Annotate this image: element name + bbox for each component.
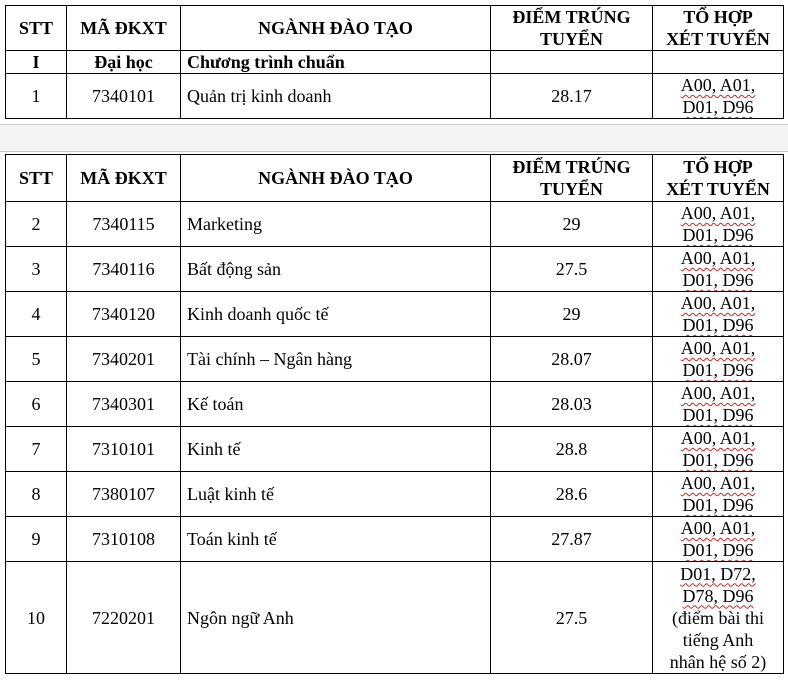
row-score: 28.03 (491, 382, 653, 427)
row-combo-line1: A00, A01, (680, 428, 756, 448)
row-stt: 5 (6, 337, 67, 382)
header-combo-line2: XÉT TUYỂN (666, 179, 770, 199)
row-code: 7380107 (67, 472, 181, 517)
row-major: Kinh doanh quốc tế (181, 292, 491, 337)
header-combo-line1: TỔ HỢP (683, 7, 753, 27)
header-score (491, 155, 653, 202)
header-combo-line2: XÉT TUYỂN (666, 29, 770, 49)
row-combo-line2: D01, D96 (682, 270, 754, 290)
row-code: 7310108 (67, 517, 181, 562)
row-major: Marketing (181, 202, 491, 247)
row-major: Tài chính – Ngân hàng (181, 337, 491, 382)
row-stt: 9 (6, 517, 67, 562)
row-score: 28.8 (491, 427, 653, 472)
row-combo-line1: A00, A01, (680, 75, 756, 95)
row-code: 7340115 (67, 202, 181, 247)
header-score-line1: ĐIỂM TRÚNG (512, 157, 631, 177)
row-combo-line2: D01, D96 (682, 360, 754, 380)
header-row (6, 155, 784, 202)
row-stt: 8 (6, 472, 67, 517)
row-combo-line2: D78, D96 (682, 585, 754, 606)
section-combo-empty (653, 51, 784, 74)
header-major: NGÀNH ĐÀO TẠO (181, 155, 491, 202)
table-row (6, 427, 784, 472)
row-combo-line1: A00, A01, (680, 203, 756, 223)
header-score-line2: TUYỂN (539, 179, 603, 199)
row-combo-line1: A00, A01, (680, 338, 756, 358)
row-code: 7310101 (67, 427, 181, 472)
section-level: Đại học (67, 51, 181, 74)
row-combo-line3: (điểm bài thi (672, 607, 764, 628)
row-combo (653, 472, 784, 517)
row-stt: 7 (6, 427, 67, 472)
row-code: 7340120 (67, 292, 181, 337)
table-row (6, 517, 784, 562)
row-stt: 2 (6, 202, 67, 247)
row-major: Kế toán (181, 382, 491, 427)
admission-table-part-1 (5, 5, 784, 119)
table-row (6, 472, 784, 517)
row-stt: 6 (6, 382, 67, 427)
header-major: NGÀNH ĐÀO TẠO (181, 6, 491, 51)
row-combo (653, 562, 784, 674)
header-combo-line1: TỔ HỢP (683, 157, 753, 177)
section-row (6, 51, 784, 74)
table-row (6, 247, 784, 292)
page-break-band (0, 124, 788, 152)
row-combo (653, 74, 784, 119)
row-code: 7340201 (67, 337, 181, 382)
row-combo-line2: D01, D96 (682, 405, 754, 425)
row-combo-line2: D01, D96 (682, 450, 754, 470)
row-major: Bất động sản (181, 247, 491, 292)
row-combo-line1: A00, A01, (680, 248, 756, 268)
header-score-line1: ĐIỂM TRÚNG (512, 7, 631, 27)
table-row (6, 382, 784, 427)
row-code: 7340301 (67, 382, 181, 427)
admission-table-part-2 (5, 154, 784, 674)
table-row (6, 74, 784, 119)
row-combo (653, 247, 784, 292)
row-score: 28.17 (491, 74, 653, 119)
header-code: MÃ ĐKXT (67, 155, 181, 202)
row-stt: 3 (6, 247, 67, 292)
row-major: Quản trị kinh doanh (181, 74, 491, 119)
section-program: Chương trình chuẩn (181, 51, 491, 74)
header-row (6, 6, 784, 51)
section-stt: I (6, 51, 67, 74)
row-combo (653, 382, 784, 427)
row-stt: 4 (6, 292, 67, 337)
header-stt: STT (6, 155, 67, 202)
row-combo (653, 337, 784, 382)
header-stt: STT (6, 6, 67, 51)
row-combo-line1: A00, A01, (680, 473, 756, 493)
header-score (491, 6, 653, 51)
row-score: 27.5 (491, 562, 653, 674)
header-combo (653, 6, 784, 51)
header-combo (653, 155, 784, 202)
header-score-line2: TUYỂN (539, 29, 603, 49)
row-major: Luật kinh tế (181, 472, 491, 517)
row-combo (653, 202, 784, 247)
row-score: 28.6 (491, 472, 653, 517)
row-code: 7340101 (67, 74, 181, 119)
row-combo-line1: A00, A01, (680, 293, 756, 313)
row-combo-line2: D01, D96 (682, 540, 754, 560)
row-score: 29 (491, 202, 653, 247)
section-score-empty (491, 51, 653, 74)
row-stt: 10 (6, 562, 67, 674)
row-combo-line1: A00, A01, (680, 518, 756, 538)
row-score: 29 (491, 292, 653, 337)
table-row (6, 562, 784, 674)
row-score: 27.5 (491, 247, 653, 292)
row-code: 7220201 (67, 562, 181, 674)
row-score: 27.87 (491, 517, 653, 562)
table-row (6, 202, 784, 247)
row-combo-line2: D01, D96 (682, 97, 754, 117)
row-stt: 1 (6, 74, 67, 119)
row-combo-line5: nhân hệ số 2) (669, 651, 767, 672)
table-row (6, 337, 784, 382)
row-code: 7340116 (67, 247, 181, 292)
row-combo (653, 427, 784, 472)
row-combo (653, 292, 784, 337)
table-row (6, 292, 784, 337)
row-combo-line4: tiếng Anh (682, 629, 754, 650)
row-combo-line2: D01, D96 (682, 225, 754, 245)
header-code: MÃ ĐKXT (67, 6, 181, 51)
row-major: Kinh tế (181, 427, 491, 472)
row-combo-line1: A00, A01, (680, 383, 756, 403)
row-combo-line1: D01, D72, (680, 563, 756, 584)
row-combo-line2: D01, D96 (682, 495, 754, 515)
row-score: 28.07 (491, 337, 653, 382)
rows-body (6, 202, 784, 562)
row-combo (653, 517, 784, 562)
row-combo-line2: D01, D96 (682, 315, 754, 335)
row-major: Toán kinh tế (181, 517, 491, 562)
row-major: Ngôn ngữ Anh (181, 562, 491, 674)
